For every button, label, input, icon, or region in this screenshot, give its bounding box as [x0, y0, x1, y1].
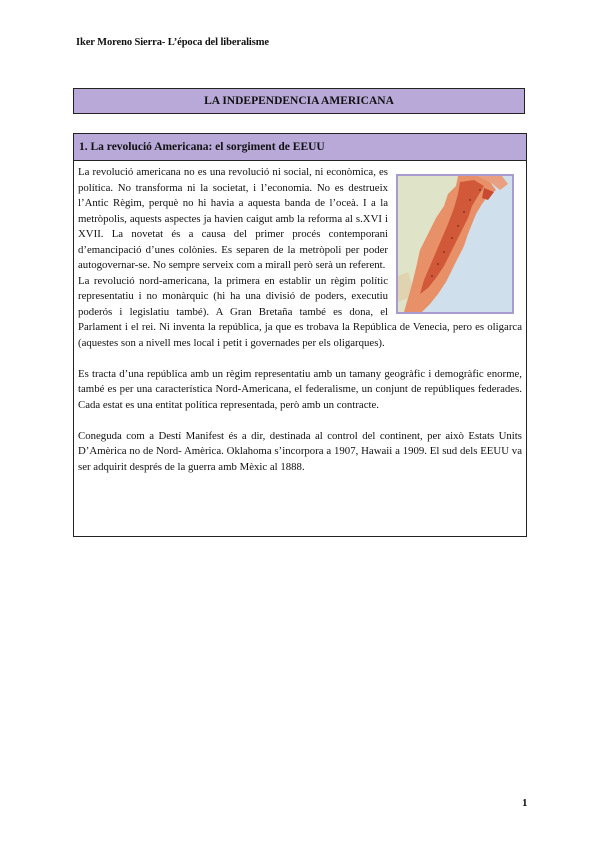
map-illustration [398, 176, 512, 312]
paragraph-4: Coneguda com a Destí Manifest és a dir, destinada al control del continent, per això Estats Units D’Amèrica no de Nord- Amèrica. Oklahoma s’incorpora a 1907, Hawaii a 1909. El sud dels EEUU va ser adquirit després de la guerra amb Mèxic al 1888. [78, 429, 522, 473]
paragraph-1: La revolució americana no es una revolució ni social, ni econòmica, es política. No transforma ni la societat, i l’economia. No es destrueix l’Antic Règim, perquè no hi havia a aquesta banda de l’oceà. I a la metròpolis, aquests aspectes ja havien caigut amb la reforma al s.XVI i XVII. La novetat és a causa del primer procés contemporani d’emancipació d’unes colònies. Es separen de la metròpoli per poder autogovernar-se. No sempre serveix com a mirall però serà un referent. [78, 166, 388, 271]
section-heading-text: 1. La revolució Americana: el sorgiment de EEUU [79, 141, 325, 153]
section-content [74, 161, 526, 475]
document-title-text: LA INDEPENDENCIA AMERICANA [204, 95, 394, 107]
paragraph-3: Es tracta d’una república amb un règim representatiu amb un tamany geogràfic i demogràfic enorme, també es per una característica Nord-Americana, el federalisme, un conjunt de repúbliques federades. Cada estat es una entitat política representada, però amb un contracte. [78, 367, 522, 411]
page-number: 1 [522, 797, 528, 809]
document-title [73, 88, 525, 114]
running-header: Iker Moreno Sierra- L’época del liberalisme [76, 37, 269, 48]
paragraph-2: La revolució nord-americana, la primera en establir un règim polític representatiu i no monàrquic (hi ha una divisió de poders, executiu poderós i legislatiu també). A Gran Bretaña també es dona, el Parlament i el rei. Ni inventa la república, ja que es trobava la República de Venecia, pero es oligarca (aquestes son a nivell mes local i petit i governades per els oligarques). [78, 274, 522, 349]
colonies-map-image [396, 174, 514, 314]
section-box [73, 133, 527, 537]
section-heading [74, 134, 526, 161]
